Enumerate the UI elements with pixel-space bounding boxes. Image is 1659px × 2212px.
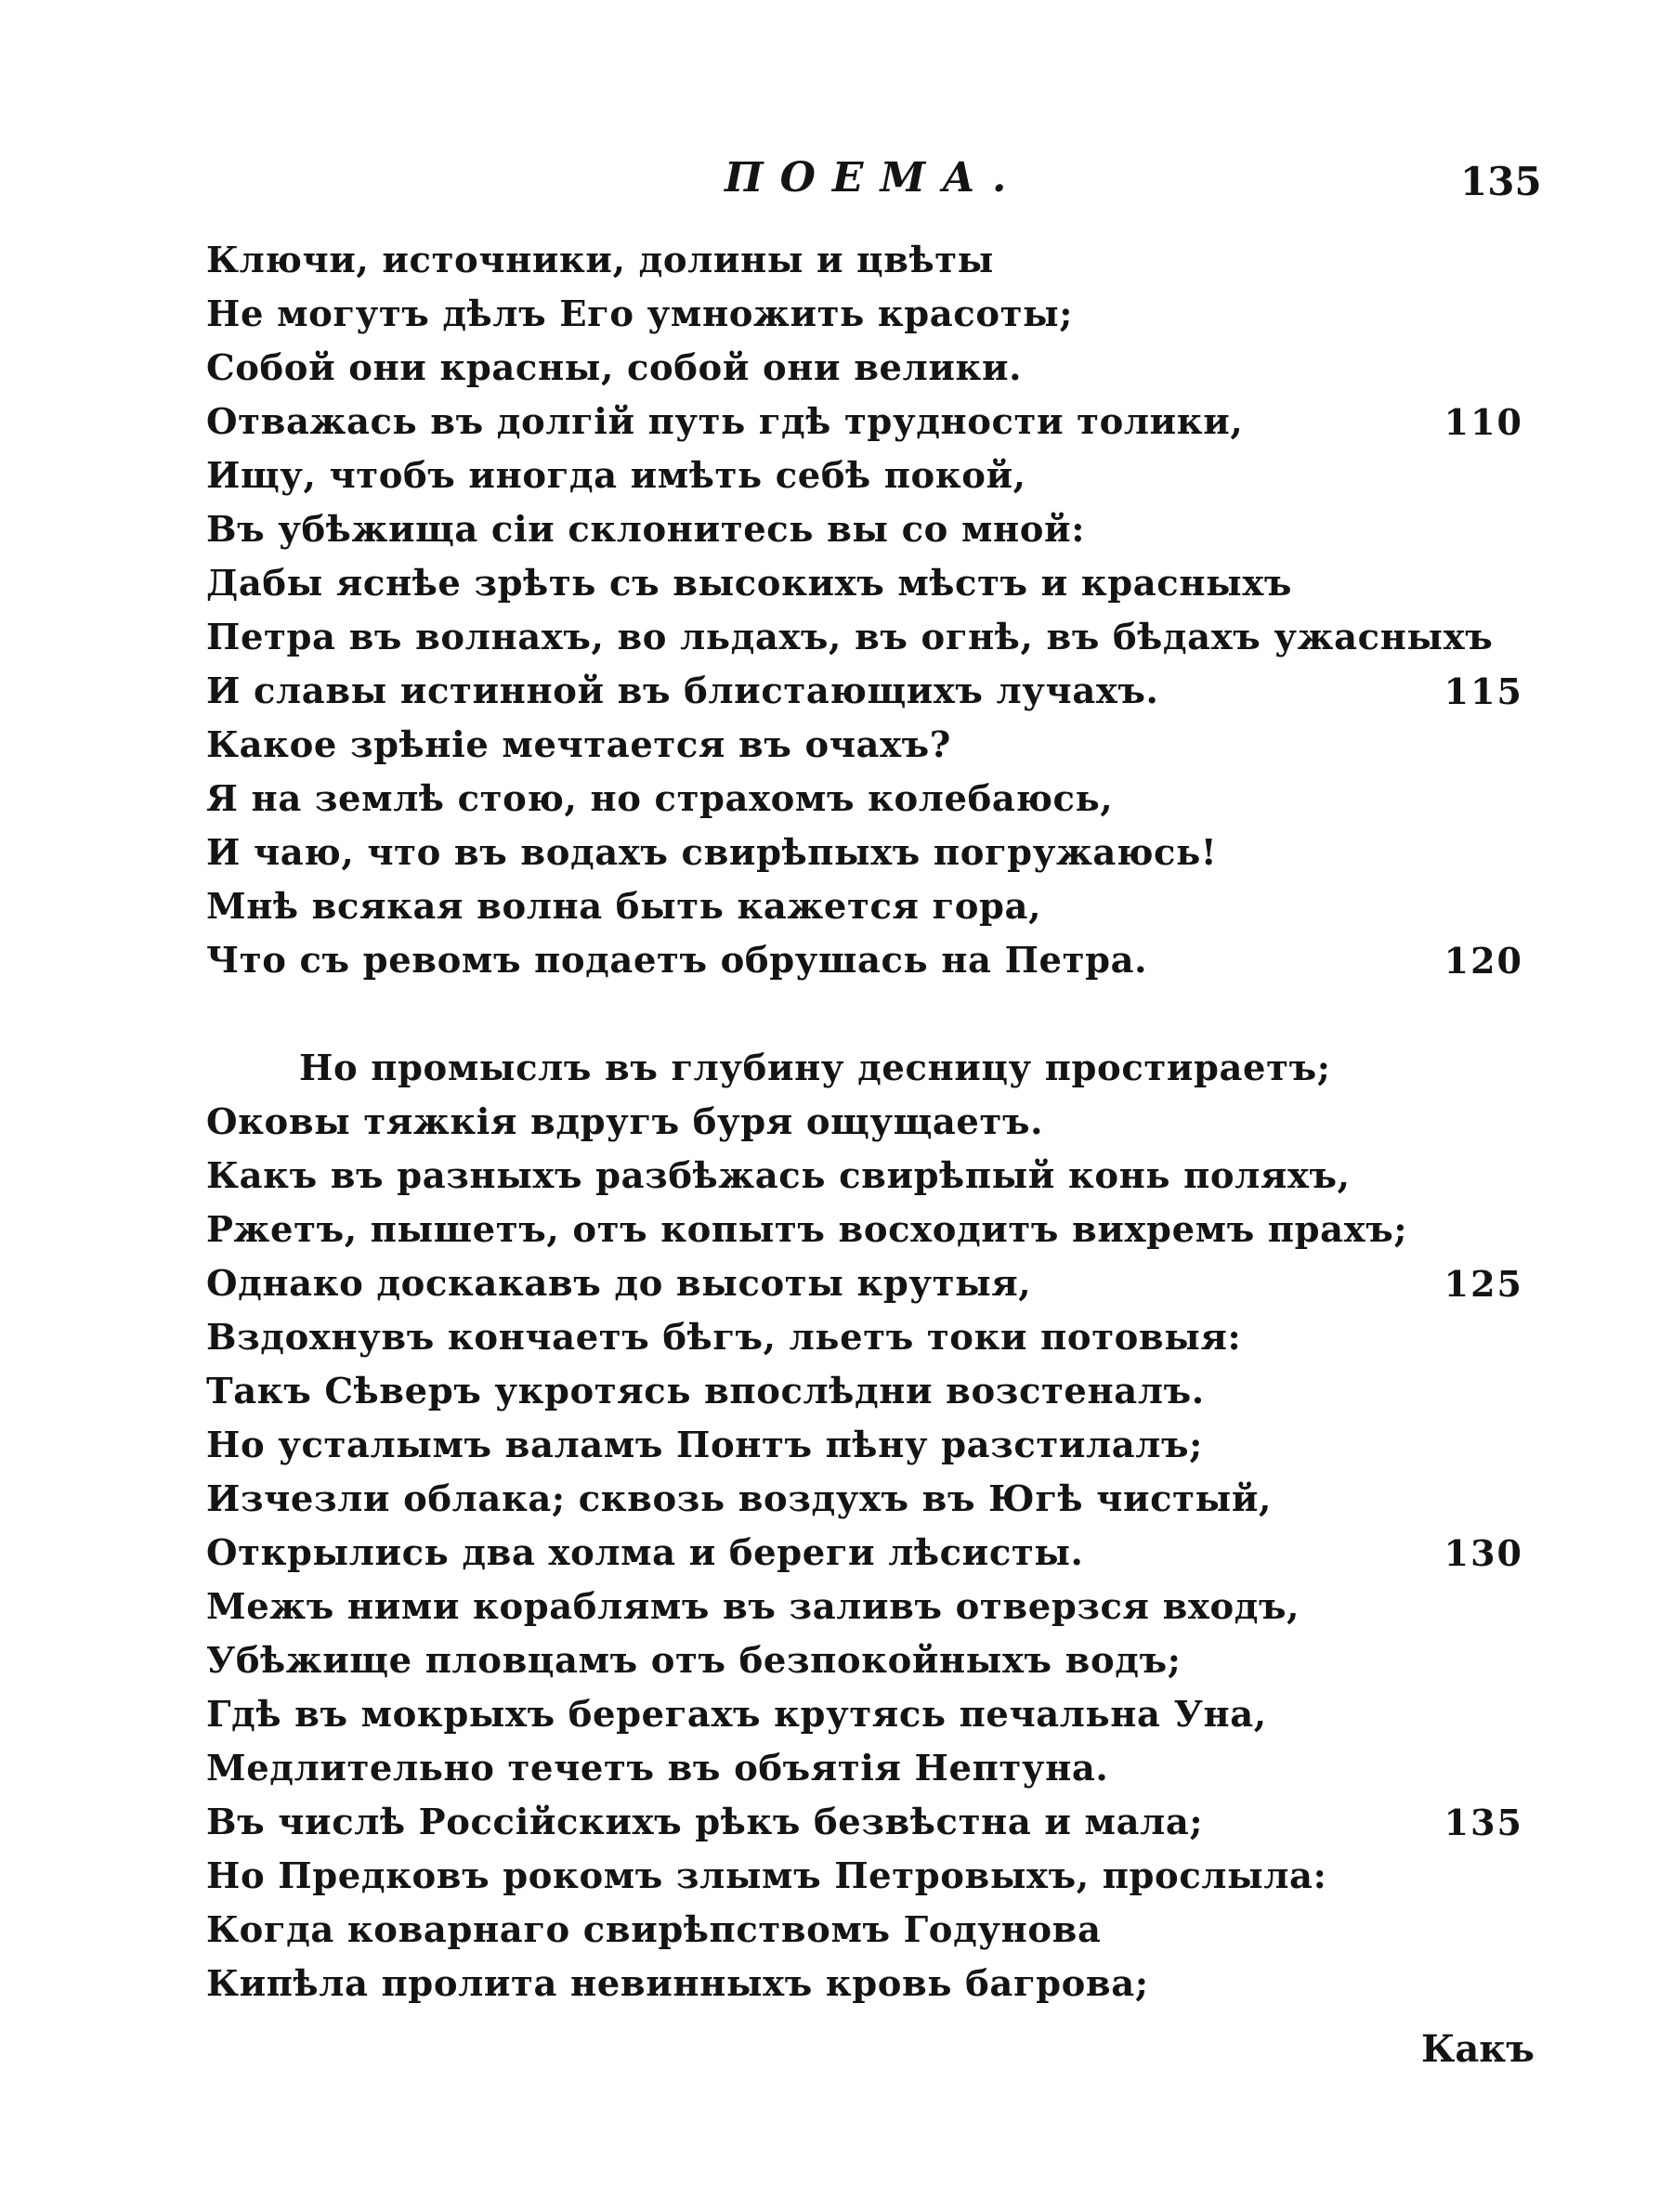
line-number: 135 xyxy=(1443,1802,1523,1843)
poem-line: Петра въ волнахъ, во льдахъ, въ огнѣ, въ бѣдахъ ужасныхъ xyxy=(206,617,1494,658)
poem-line: Когда коварнаго свирѣпствомъ Годунова xyxy=(206,1909,1102,1951)
poem-line: Межъ ними кораблямъ въ заливъ отверзся входъ, xyxy=(206,1586,1300,1628)
poem-line: Я на землѣ стою, но страхомъ колебаюсь, xyxy=(206,778,1114,820)
poem-line: Какое зрѣніе мечтается въ очахъ? xyxy=(206,724,951,766)
poem-line: Но Предковъ рокомъ злымъ Петровыхъ, прослыла: xyxy=(206,1855,1327,1897)
poem-line: Однако доскакавъ до высоты крутыя, xyxy=(206,1263,1032,1305)
poem-line: Что съ ревомъ подаетъ обрушась на Петра. xyxy=(206,940,1148,982)
poem-line: Но усталымъ валамъ Понтъ пѣну разстилалъ; xyxy=(206,1425,1203,1466)
poem-line: Гдѣ въ мокрыхъ берегахъ крутясь печальна Уна, xyxy=(206,1694,1267,1736)
poem-line: Ищу, чтобъ иногда имѣть себѣ покой, xyxy=(206,455,1026,497)
poem-line: Кипѣла пролита невинныхъ кровь багрова; xyxy=(206,1963,1149,2005)
poem-line: Оковы тяжкія вдругъ буря ощущаетъ. xyxy=(206,1101,1044,1143)
line-number: 130 xyxy=(1443,1532,1523,1574)
poem-line: Вздохнувъ кончаетъ бѣгъ, льетъ токи потовыя: xyxy=(206,1317,1242,1359)
poem-line: Но промыслъ въ глубину десницу простираетъ; xyxy=(299,1047,1331,1089)
catchword: Какъ xyxy=(1421,2027,1535,2071)
poem-line: Медлительно течетъ въ объятія Нептуна. xyxy=(206,1748,1109,1789)
line-number: 115 xyxy=(1443,670,1523,712)
poem-line: Ключи, источники, долины и цвѣты xyxy=(206,240,994,281)
line-number: 110 xyxy=(1443,401,1523,443)
line-number: 120 xyxy=(1443,940,1523,982)
poem-line: Въ числѣ Россійскихъ рѣкъ безвѣстна и мала; xyxy=(206,1802,1204,1843)
page-title: ПОЕМА. xyxy=(725,154,1024,202)
poem-line: Открылись два холма и береги лѣсисты. xyxy=(206,1532,1084,1574)
poem-line: Такъ Сѣверъ укротясь впослѣдни возстеналъ. xyxy=(206,1371,1205,1412)
poem-line: Не могутъ дѣлъ Его умножить красоты; xyxy=(206,293,1074,335)
poem-line: Убѣжище пловцамъ отъ безпокойныхъ водъ; xyxy=(206,1640,1182,1682)
page-number: 135 xyxy=(1460,159,1542,204)
poem-line: И славы истинной въ блистающихъ лучахъ. xyxy=(206,670,1159,712)
poem-line: Изчезли облака; сквозь воздухъ въ Югѣ чистый, xyxy=(206,1478,1272,1520)
poem-line: Собой они красны, собой они велики. xyxy=(206,347,1023,389)
poem-line: Ржетъ, пышетъ, отъ копытъ восходитъ вихремъ прахъ; xyxy=(206,1209,1408,1251)
poem-line: Отважась въ долгій путь гдѣ трудности толики, xyxy=(206,401,1244,443)
poem-line: Въ убѣжища сіи склонитесь вы со мной: xyxy=(206,509,1086,551)
poem-line: Дабы яснѣе зрѣть съ высокихъ мѣстъ и красныхъ xyxy=(206,563,1293,605)
poem-line: Мнѣ всякая волна быть кажется гора, xyxy=(206,886,1042,928)
line-number: 125 xyxy=(1443,1263,1523,1305)
poem-line: Какъ въ разныхъ разбѣжась свирѣпый конь поляхъ, xyxy=(206,1155,1351,1197)
poem-line: И чаю, что въ водахъ свирѣпыхъ погружаюсь! xyxy=(206,832,1218,874)
